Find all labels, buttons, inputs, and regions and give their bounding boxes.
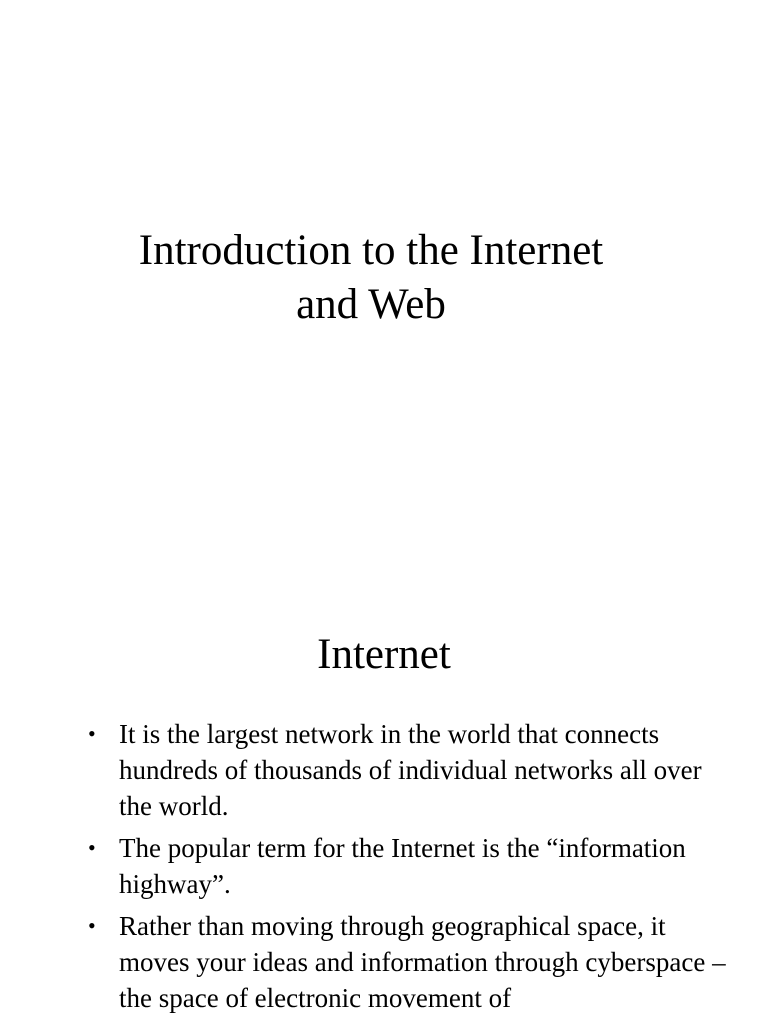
bullet-dot-icon: •	[88, 835, 96, 860]
section-heading: Internet	[317, 631, 451, 678]
slide-title-line-1: Introduction to the Internet	[138, 227, 604, 274]
bullet-text: Rather than moving through geographical space, it moves your ideas and information through cyberspace – the space of electronic movement of	[119, 911, 726, 1013]
slide-title-line-2: and Web	[296, 281, 446, 328]
bullet-list	[88, 716, 738, 1022]
bullet-item	[88, 716, 738, 824]
slide-title	[0, 224, 742, 332]
bullet-item	[88, 830, 738, 902]
bullet-dot-icon: •	[88, 913, 96, 938]
bullet-text: It is the largest network in the world that connects hundreds of thousands of individual networks all over the world.	[119, 719, 702, 821]
bullet-text: The popular term for the Internet is the “information highway”.	[119, 833, 686, 899]
bullet-item	[88, 908, 738, 1016]
bullet-dot-icon: •	[88, 721, 96, 746]
